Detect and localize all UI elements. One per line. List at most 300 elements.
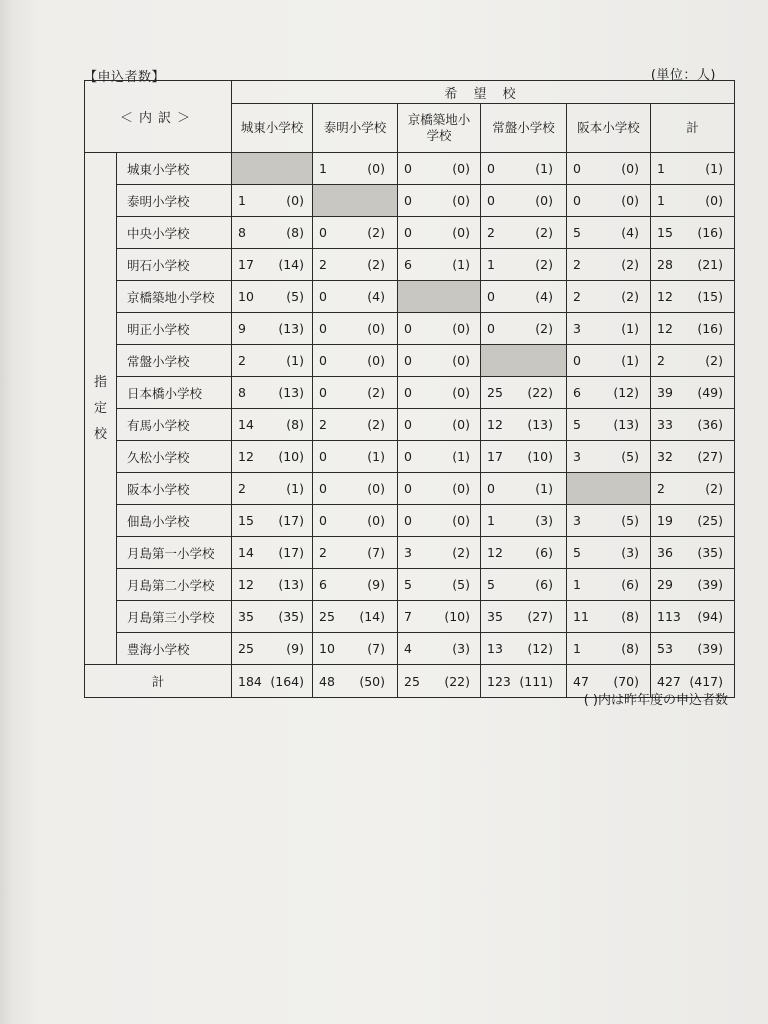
row-school-name: 中央小学校 (117, 217, 232, 249)
previous-year-count: (13) (527, 417, 554, 432)
current-count: 53 (657, 641, 673, 656)
previous-year-count: (5) (286, 289, 305, 304)
previous-year-count: (9) (367, 577, 386, 592)
previous-year-count: (0) (452, 321, 471, 336)
previous-year-count: (35) (278, 609, 305, 624)
designated-school-text: 指定校 (93, 374, 107, 442)
count-cell (313, 537, 398, 569)
count-cell (567, 601, 651, 633)
row-school-name: 常盤小学校 (117, 345, 232, 377)
current-count: 1 (573, 577, 581, 592)
count-cell (398, 313, 481, 345)
previous-year-count: (27) (697, 449, 724, 464)
current-count: 1 (657, 161, 665, 176)
count-cell (481, 313, 567, 345)
current-count: 0 (319, 385, 327, 400)
count-cell (313, 505, 398, 537)
current-count: 0 (319, 321, 327, 336)
column-header: 計 (651, 104, 735, 153)
previous-year-count: (0) (621, 193, 640, 208)
count-cell (481, 153, 567, 185)
previous-year-count: (0) (452, 481, 471, 496)
current-count: 0 (404, 481, 412, 496)
previous-year-count: (4) (535, 289, 554, 304)
shaded-cell (232, 153, 313, 185)
previous-year-count: (8) (621, 641, 640, 656)
count-cell (651, 505, 735, 537)
count-cell (398, 505, 481, 537)
previous-year-count: (3) (535, 513, 554, 528)
current-count: 3 (404, 545, 412, 560)
current-count: 25 (487, 385, 503, 400)
previous-year-count: (13) (613, 417, 640, 432)
count-cell (481, 377, 567, 409)
count-cell (232, 505, 313, 537)
previous-year-count: (0) (452, 353, 471, 368)
previous-year-count: (0) (452, 513, 471, 528)
count-cell (567, 313, 651, 345)
previous-year-count: (0) (367, 321, 386, 336)
current-count: 5 (573, 225, 581, 240)
count-cell (567, 185, 651, 217)
row-school-name: 月島第二小学校 (117, 569, 232, 601)
previous-year-count: (0) (452, 225, 471, 240)
current-count: 0 (487, 161, 495, 176)
count-cell (313, 153, 398, 185)
count-cell (232, 473, 313, 505)
current-count: 0 (404, 385, 412, 400)
count-cell (398, 569, 481, 601)
previous-year-count: (0) (286, 193, 305, 208)
shaded-cell (567, 473, 651, 505)
current-count: 35 (487, 609, 503, 624)
count-cell (232, 633, 313, 665)
previous-year-count: (16) (697, 321, 724, 336)
previous-year-count: (39) (697, 641, 724, 656)
current-count: 0 (404, 449, 412, 464)
count-cell (651, 409, 735, 441)
shaded-cell (313, 185, 398, 217)
total-label: 計 (85, 665, 232, 698)
current-count: 2 (238, 481, 246, 496)
table-header-label: 【申込者数】 (84, 70, 166, 85)
count-cell (567, 633, 651, 665)
current-count: 17 (487, 449, 503, 464)
current-count: 0 (487, 193, 495, 208)
current-count: 0 (404, 321, 412, 336)
count-cell (651, 537, 735, 569)
current-count: 13 (487, 641, 503, 656)
current-count: 10 (238, 289, 254, 304)
count-cell (567, 505, 651, 537)
current-count: 48 (319, 673, 335, 689)
count-cell (313, 249, 398, 281)
column-header: 京橋築地小学校 (398, 104, 481, 153)
current-count: 0 (319, 353, 327, 368)
count-cell (232, 281, 313, 313)
count-cell (651, 441, 735, 473)
previous-year-count: (2) (705, 481, 724, 496)
count-cell (481, 441, 567, 473)
count-cell (651, 377, 735, 409)
current-count: 25 (238, 641, 254, 656)
previous-year-count: (49) (697, 385, 724, 400)
previous-year-count: (111) (519, 673, 554, 689)
table-row (85, 217, 735, 249)
previous-year-count: (0) (452, 161, 471, 176)
breakdown-header (85, 81, 232, 153)
count-cell (567, 153, 651, 185)
current-count: 19 (657, 513, 673, 528)
count-cell (481, 409, 567, 441)
count-cell (398, 601, 481, 633)
current-count: 11 (573, 609, 589, 624)
table-row (85, 409, 735, 441)
previous-year-count: (417) (689, 673, 724, 689)
count-cell (313, 441, 398, 473)
current-count: 25 (404, 673, 420, 689)
count-cell (398, 249, 481, 281)
count-cell (398, 377, 481, 409)
row-school-name: 城東小学校 (117, 153, 232, 185)
previous-year-count: (164) (270, 673, 305, 689)
current-count: 12 (487, 417, 503, 432)
previous-year-count: (70) (613, 673, 640, 689)
previous-year-count: (13) (278, 577, 305, 592)
current-count: 2 (319, 417, 327, 432)
count-cell (651, 185, 735, 217)
current-count: 8 (238, 225, 246, 240)
count-cell (232, 601, 313, 633)
previous-year-count: (0) (621, 161, 640, 176)
row-school-name: 京橋築地小学校 (117, 281, 232, 313)
count-cell (313, 409, 398, 441)
count-cell (232, 249, 313, 281)
count-cell (398, 345, 481, 377)
table-row (85, 153, 735, 185)
current-count: 427 (657, 673, 681, 689)
previous-year-count: (2) (367, 257, 386, 272)
shaded-cell (398, 281, 481, 313)
current-count: 5 (404, 577, 412, 592)
previous-year-count: (4) (621, 225, 640, 240)
current-count: 35 (238, 609, 254, 624)
previous-year-count: (13) (278, 385, 305, 400)
row-school-name: 明石小学校 (117, 249, 232, 281)
current-count: 2 (657, 481, 665, 496)
current-count: 0 (487, 481, 495, 496)
count-cell (651, 633, 735, 665)
count-cell (398, 665, 481, 698)
current-count: 5 (573, 545, 581, 560)
previous-year-count: (6) (535, 545, 554, 560)
row-school-name: 日本橋小学校 (117, 377, 232, 409)
previous-year-count: (2) (621, 289, 640, 304)
count-cell (313, 665, 398, 698)
previous-year-count: (0) (705, 193, 724, 208)
table-row (85, 569, 735, 601)
count-cell (313, 601, 398, 633)
previous-year-count: (1) (621, 353, 640, 368)
applicants-table (84, 80, 735, 698)
previous-year-count: (27) (527, 609, 554, 624)
previous-year-count: (2) (535, 225, 554, 240)
previous-year-count: (22) (527, 385, 554, 400)
count-cell (398, 473, 481, 505)
count-cell (651, 249, 735, 281)
current-count: 3 (573, 321, 581, 336)
current-count: 12 (238, 449, 254, 464)
current-count: 1 (573, 641, 581, 656)
current-count: 28 (657, 257, 673, 272)
column-header: 阪本小学校 (567, 104, 651, 153)
count-cell (313, 217, 398, 249)
previous-year-count: (50) (359, 673, 386, 689)
previous-year-count: (0) (452, 193, 471, 208)
count-cell (313, 377, 398, 409)
count-cell (398, 441, 481, 473)
previous-year-count: (94) (697, 609, 724, 624)
current-count: 8 (238, 385, 246, 400)
current-count: 1 (487, 257, 495, 272)
current-count: 15 (238, 513, 254, 528)
previous-year-count: (1) (367, 449, 386, 464)
current-count: 113 (657, 609, 681, 624)
count-cell (481, 601, 567, 633)
count-cell (481, 633, 567, 665)
previous-year-count: (5) (621, 449, 640, 464)
current-count: 12 (238, 577, 254, 592)
current-count: 2 (319, 257, 327, 272)
count-cell (481, 665, 567, 698)
count-cell (567, 441, 651, 473)
count-cell (481, 569, 567, 601)
column-header: 泰明小学校 (313, 104, 398, 153)
count-cell (567, 409, 651, 441)
table-row (85, 473, 735, 505)
current-count: 10 (319, 641, 335, 656)
current-count: 0 (573, 353, 581, 368)
previous-year-count: (1) (452, 257, 471, 272)
current-count: 33 (657, 417, 673, 432)
table-row (85, 377, 735, 409)
previous-year-count: (1) (621, 321, 640, 336)
previous-year-count: (17) (278, 545, 305, 560)
count-cell (232, 345, 313, 377)
previous-year-count: (2) (705, 353, 724, 368)
previous-year-count: (0) (452, 385, 471, 400)
previous-year-count: (3) (452, 641, 471, 656)
count-cell (232, 185, 313, 217)
breakdown-label: ＜内訳＞ (120, 111, 197, 126)
current-count: 6 (319, 577, 327, 592)
count-cell (481, 505, 567, 537)
current-count: 2 (487, 225, 495, 240)
previous-year-count: (5) (621, 513, 640, 528)
previous-year-count: (22) (444, 673, 471, 689)
current-count: 1 (319, 161, 327, 176)
current-count: 6 (404, 257, 412, 272)
previous-year-count: (21) (697, 257, 724, 272)
table-row (85, 633, 735, 665)
previous-year-count: (1) (286, 353, 305, 368)
count-cell (313, 313, 398, 345)
previous-year-count: (14) (359, 609, 386, 624)
count-cell (651, 601, 735, 633)
previous-year-count: (1) (535, 161, 554, 176)
previous-year-count: (6) (535, 577, 554, 592)
count-cell (481, 185, 567, 217)
current-count: 3 (573, 449, 581, 464)
previous-year-count: (7) (367, 545, 386, 560)
count-cell (651, 153, 735, 185)
count-cell (651, 569, 735, 601)
count-cell (232, 569, 313, 601)
previous-year-count: (2) (621, 257, 640, 272)
current-count: 2 (657, 353, 665, 368)
current-count: 32 (657, 449, 673, 464)
previous-year-count: (17) (278, 513, 305, 528)
count-cell (567, 249, 651, 281)
table-row (85, 601, 735, 633)
current-count: 2 (573, 257, 581, 272)
previous-year-count: (1) (452, 449, 471, 464)
count-cell (232, 217, 313, 249)
count-cell (313, 345, 398, 377)
row-school-name: 阪本小学校 (117, 473, 232, 505)
count-cell (651, 473, 735, 505)
count-cell (567, 281, 651, 313)
count-cell (313, 281, 398, 313)
current-count: 1 (657, 193, 665, 208)
table-row (85, 313, 735, 345)
current-count: 0 (573, 193, 581, 208)
current-count: 0 (319, 225, 327, 240)
previous-year-count: (0) (367, 481, 386, 496)
previous-year-count: (6) (621, 577, 640, 592)
count-cell (481, 217, 567, 249)
count-cell (567, 345, 651, 377)
current-count: 47 (573, 673, 589, 689)
current-count: 0 (404, 353, 412, 368)
current-count: 12 (487, 545, 503, 560)
count-cell (398, 409, 481, 441)
count-cell (232, 537, 313, 569)
row-school-name: 月島第一小学校 (117, 537, 232, 569)
shaded-cell (481, 345, 567, 377)
current-count: 0 (487, 321, 495, 336)
count-cell (313, 569, 398, 601)
previous-year-count: (2) (535, 321, 554, 336)
count-cell (398, 537, 481, 569)
row-school-name: 月島第三小学校 (117, 601, 232, 633)
previous-year-count: (35) (697, 545, 724, 560)
count-cell (481, 281, 567, 313)
current-count: 0 (404, 225, 412, 240)
count-cell (398, 185, 481, 217)
previous-year-count: (12) (527, 641, 554, 656)
row-school-name: 久松小学校 (117, 441, 232, 473)
current-count: 1 (487, 513, 495, 528)
current-count: 17 (238, 257, 254, 272)
current-count: 5 (487, 577, 495, 592)
previous-year-count: (16) (697, 225, 724, 240)
current-count: 29 (657, 577, 673, 592)
current-count: 12 (657, 289, 673, 304)
previous-year-count: (2) (367, 385, 386, 400)
previous-year-count: (25) (697, 513, 724, 528)
previous-year-count: (1) (705, 161, 724, 176)
current-count: 15 (657, 225, 673, 240)
count-cell (398, 217, 481, 249)
count-cell (313, 633, 398, 665)
current-count: 6 (573, 385, 581, 400)
previous-year-count: (14) (278, 257, 305, 272)
previous-year-count: (3) (621, 545, 640, 560)
table-row (85, 185, 735, 217)
current-count: 5 (573, 417, 581, 432)
current-count: 0 (404, 193, 412, 208)
count-cell (651, 313, 735, 345)
previous-year-count: (0) (367, 513, 386, 528)
previous-year-count: (2) (535, 257, 554, 272)
row-school-name: 佃島小学校 (117, 505, 232, 537)
current-count: 25 (319, 609, 335, 624)
designated-school-label (85, 153, 117, 665)
current-count: 2 (573, 289, 581, 304)
column-header: 常盤小学校 (481, 104, 567, 153)
current-count: 0 (319, 449, 327, 464)
previous-year-count: (0) (367, 353, 386, 368)
previous-year-count: (0) (367, 161, 386, 176)
table-row (85, 281, 735, 313)
count-cell (232, 665, 313, 698)
previous-year-count: (5) (452, 577, 471, 592)
count-cell (232, 441, 313, 473)
current-count: 0 (573, 161, 581, 176)
current-count: 14 (238, 417, 254, 432)
previous-year-count: (1) (535, 481, 554, 496)
previous-year-count: (2) (367, 417, 386, 432)
current-count: 184 (238, 673, 262, 689)
current-count: 39 (657, 385, 673, 400)
previous-year-count: (8) (286, 225, 305, 240)
table-row (85, 345, 735, 377)
row-school-name: 有馬小学校 (117, 409, 232, 441)
page-edge (0, 0, 14, 1024)
footnote: ( )内は昨年度の申込者数 (583, 693, 728, 708)
row-school-name: 明正小学校 (117, 313, 232, 345)
count-cell (481, 249, 567, 281)
current-count: 1 (238, 193, 246, 208)
unit-label: (単位：人) (650, 68, 716, 83)
table-row (85, 537, 735, 569)
current-count: 12 (657, 321, 673, 336)
current-count: 0 (319, 513, 327, 528)
count-cell (651, 217, 735, 249)
count-cell (313, 473, 398, 505)
current-count: 14 (238, 545, 254, 560)
previous-year-count: (9) (286, 641, 305, 656)
previous-year-count: (4) (367, 289, 386, 304)
previous-year-count: (8) (286, 417, 305, 432)
count-cell (567, 377, 651, 409)
current-count: 36 (657, 545, 673, 560)
count-cell (481, 473, 567, 505)
row-school-name: 豊海小学校 (117, 633, 232, 665)
previous-year-count: (10) (278, 449, 305, 464)
count-cell (232, 377, 313, 409)
